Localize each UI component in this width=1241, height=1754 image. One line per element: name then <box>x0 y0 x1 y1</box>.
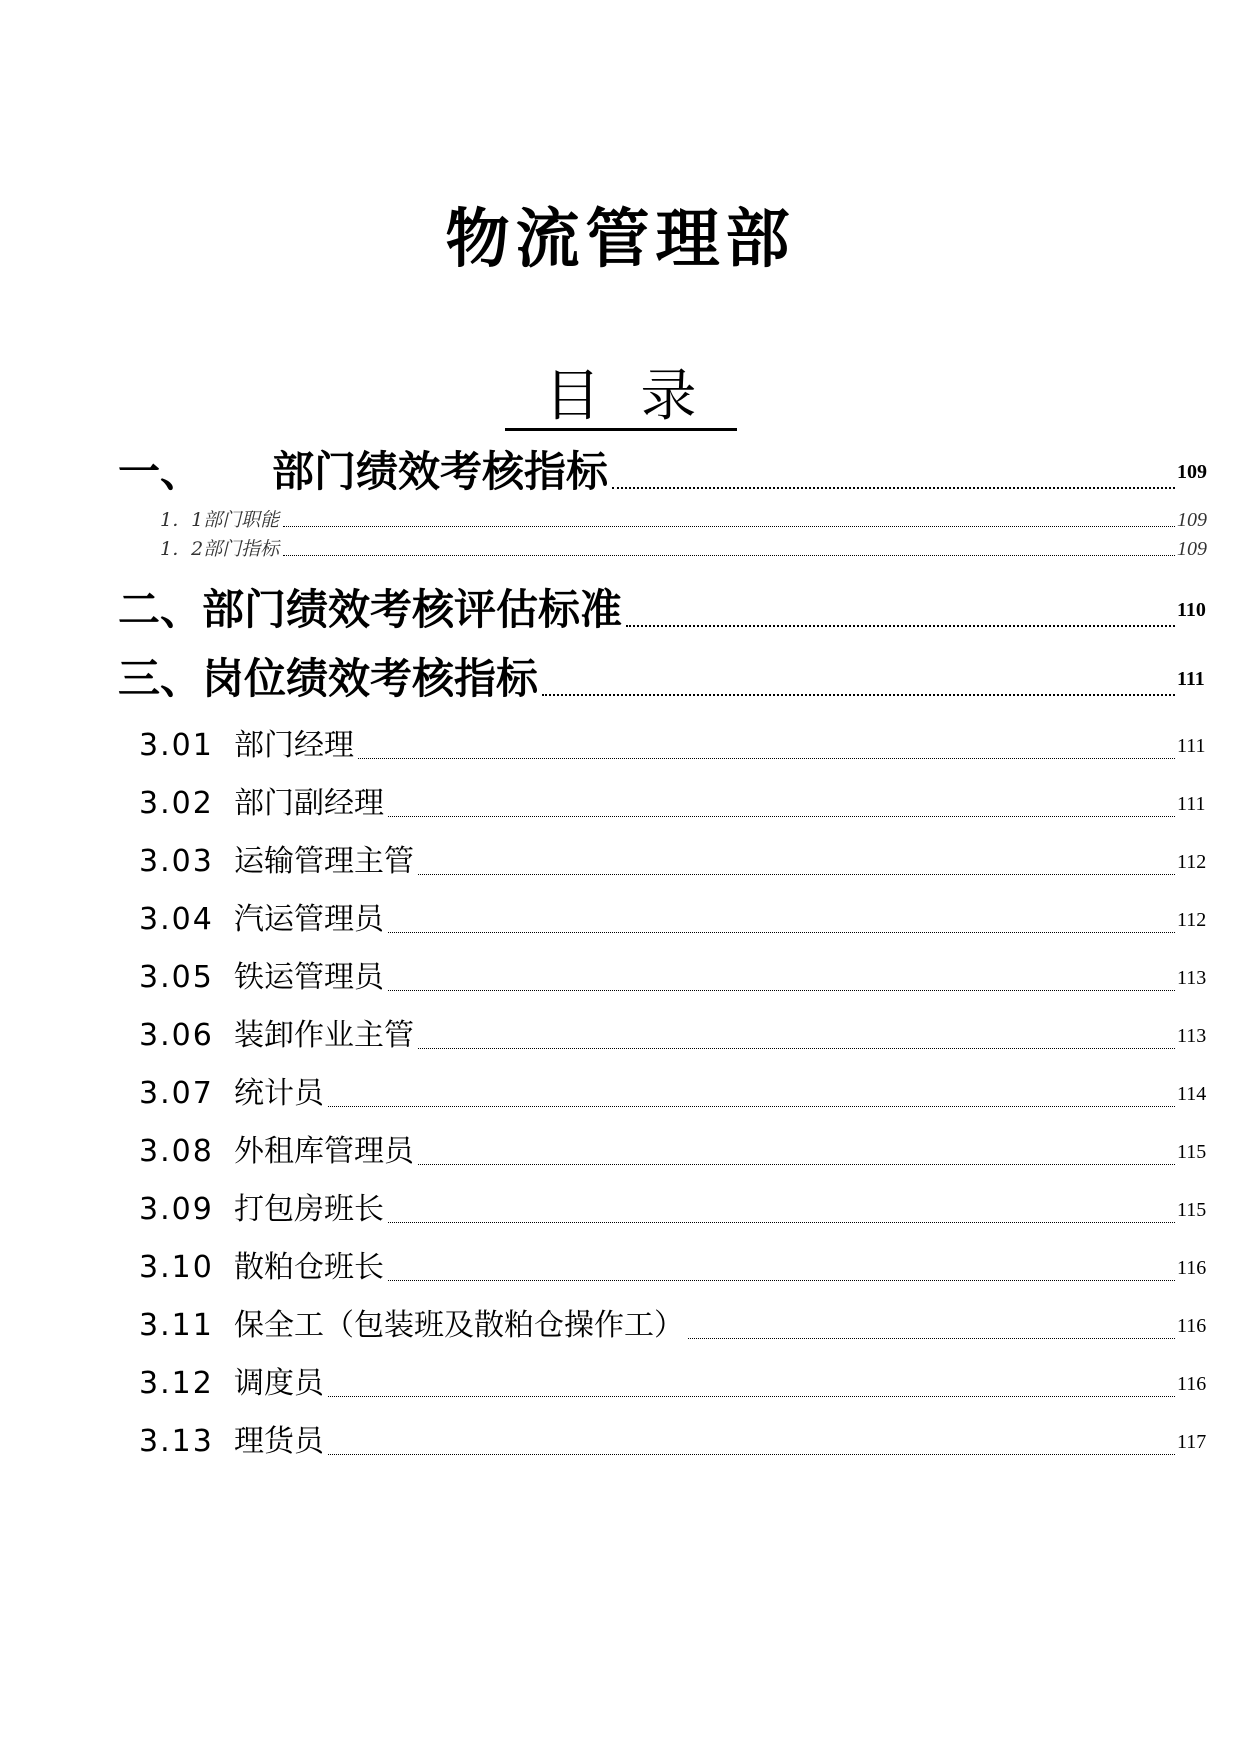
toc-page-number: 112 <box>1177 909 1207 931</box>
toc-entry-sub-2[interactable] <box>0 536 1241 562</box>
item-number: 3.06 <box>139 1018 214 1053</box>
toc-entry-item[interactable] <box>0 1131 1241 1173</box>
dot-leader <box>418 874 1175 875</box>
toc-entry-item[interactable] <box>0 841 1241 883</box>
toc-heading-text: 目录 <box>505 366 737 431</box>
toc-entry-item[interactable] <box>0 1073 1241 1115</box>
toc-entry-item[interactable] <box>0 1015 1241 1057</box>
dot-leader <box>542 694 1175 696</box>
item-number: 3.05 <box>139 960 214 995</box>
dot-leader <box>418 1164 1175 1165</box>
dot-leader <box>418 1048 1175 1049</box>
item-number: 3.09 <box>139 1192 214 1227</box>
toc-page-number: 110 <box>1177 599 1206 621</box>
item-number: 3.10 <box>139 1250 214 1285</box>
toc-page-number: 116 <box>1177 1373 1207 1395</box>
toc-entry-item[interactable] <box>0 783 1241 825</box>
toc-page-number: 117 <box>1177 1431 1207 1453</box>
item-title: 运输管理主管 <box>234 844 414 879</box>
toc-entry-label: 1．2部门指标 <box>160 538 280 560</box>
toc-entry-item[interactable] <box>0 899 1241 941</box>
toc-entry-label <box>0 1247 384 1289</box>
toc-entry-item[interactable] <box>0 1247 1241 1289</box>
toc-entry-label: 三、岗位绩效考核指标 <box>118 654 539 703</box>
toc-entry-label <box>0 725 354 767</box>
item-title: 打包房班长 <box>234 1192 384 1227</box>
toc-entry-item[interactable] <box>0 725 1241 767</box>
item-number: 3.07 <box>139 1076 214 1111</box>
item-title: 散粕仓班长 <box>234 1250 384 1285</box>
toc-entry-item[interactable] <box>0 1189 1241 1231</box>
toc-page-number: 111 <box>1177 735 1206 757</box>
item-title: 调度员 <box>234 1366 324 1401</box>
toc-entry-section-2[interactable] <box>0 583 1241 637</box>
dot-leader <box>688 1338 1175 1339</box>
item-number: 3.11 <box>139 1308 214 1343</box>
toc-page-number: 115 <box>1177 1141 1207 1163</box>
toc-entry-label <box>0 1189 384 1231</box>
dot-leader <box>358 758 1175 759</box>
item-title: 装卸作业主管 <box>234 1018 414 1053</box>
dot-leader <box>388 932 1175 933</box>
toc-entry-label <box>0 1363 324 1405</box>
toc-entry-label <box>0 445 608 499</box>
toc-entry-item[interactable] <box>0 1421 1241 1463</box>
item-number: 3.03 <box>139 844 214 879</box>
toc-page-number: 111 <box>1177 793 1206 815</box>
toc-entry-item[interactable] <box>0 1305 1241 1347</box>
toc-page-number: 109 <box>1177 509 1207 531</box>
toc-page-number: 115 <box>1177 1199 1207 1221</box>
toc-entry-label <box>0 841 414 883</box>
toc-entry-label <box>0 899 384 941</box>
dot-leader <box>626 625 1175 627</box>
toc-entry-label <box>0 957 384 999</box>
toc-entry-label <box>0 1015 414 1057</box>
dot-leader <box>388 816 1175 817</box>
toc-page-number: 114 <box>1177 1083 1207 1105</box>
item-number: 3.04 <box>139 902 214 937</box>
item-number: 3.02 <box>139 786 214 821</box>
toc-page-number: 113 <box>1177 967 1207 989</box>
toc-entry-item[interactable] <box>0 1363 1241 1405</box>
toc-entry-label <box>0 1073 324 1115</box>
toc-entry-label <box>0 1421 324 1463</box>
item-number: 3.01 <box>139 728 214 763</box>
section-title: 部门绩效考核指标 <box>272 447 609 496</box>
dot-leader <box>328 1106 1175 1107</box>
toc-entry-label <box>0 1305 684 1347</box>
toc-page-number: 116 <box>1177 1315 1207 1337</box>
toc-page-number: 109 <box>1177 538 1207 560</box>
toc-entry-label <box>0 783 384 825</box>
item-number: 3.13 <box>139 1424 214 1459</box>
item-title: 铁运管理员 <box>234 960 384 995</box>
item-title: 保全工（包装班及散粕仓操作工） <box>234 1308 684 1343</box>
toc-entry-label <box>0 1131 414 1173</box>
item-title: 部门副经理 <box>234 786 384 821</box>
dot-leader <box>612 487 1175 489</box>
document-title: 物流管理部 <box>445 202 796 277</box>
section-number: 一、 <box>118 447 203 496</box>
toc-page-number: 112 <box>1177 851 1207 873</box>
toc-entry-sub-1[interactable] <box>0 507 1241 533</box>
toc-entry-section-1[interactable] <box>0 445 1241 499</box>
toc-page-number: 113 <box>1177 1025 1207 1047</box>
dot-leader <box>388 990 1175 991</box>
item-number: 3.08 <box>139 1134 214 1169</box>
dot-leader <box>283 526 1175 527</box>
toc-entry-label: 1．1部门职能 <box>160 509 280 531</box>
toc-heading <box>0 362 1241 432</box>
item-title: 外租库管理员 <box>234 1134 414 1169</box>
dot-leader <box>328 1454 1175 1455</box>
toc-entry-item[interactable] <box>0 957 1241 999</box>
toc-page-number: 111 <box>1177 668 1205 690</box>
dot-leader <box>388 1222 1175 1223</box>
dot-leader <box>328 1396 1175 1397</box>
item-title: 汽运管理员 <box>234 902 384 937</box>
toc-page-number: 116 <box>1177 1257 1207 1279</box>
dot-leader <box>388 1280 1175 1281</box>
toc-entry-label: 二、部门绩效考核评估标准 <box>118 585 623 634</box>
item-title: 部门经理 <box>234 728 354 763</box>
item-title: 理货员 <box>234 1424 324 1459</box>
dot-leader <box>283 555 1175 556</box>
item-title: 统计员 <box>234 1076 324 1111</box>
toc-page-number: 109 <box>1177 461 1207 483</box>
item-number: 3.12 <box>139 1366 214 1401</box>
toc-entry-section-3[interactable] <box>0 652 1241 706</box>
